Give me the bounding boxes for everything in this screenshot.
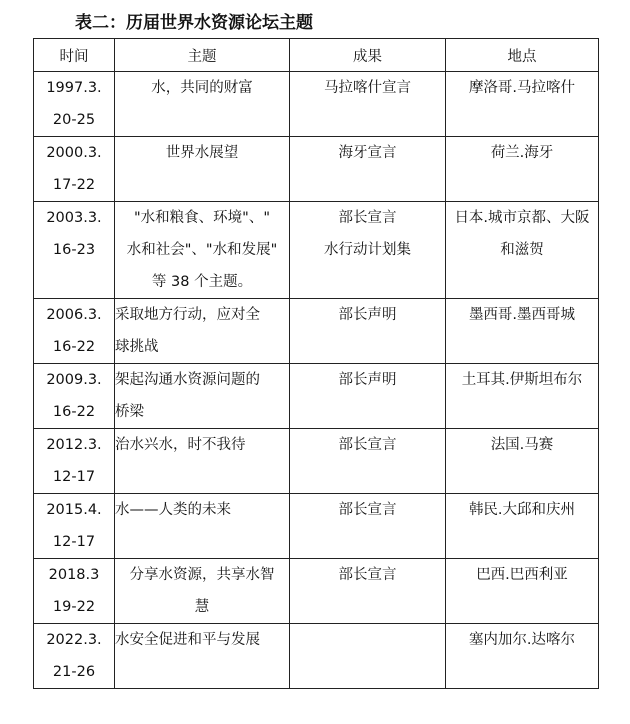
cell-result-line: 马拉喀什宣言 xyxy=(324,80,411,96)
cell-place-line: 塞内加尔.达喀尔 xyxy=(468,632,576,648)
cell-theme-line: 桥梁 xyxy=(115,404,144,420)
cell-place-line: 和滋贺 xyxy=(500,242,544,258)
cell-time-line: 12-17 xyxy=(52,534,96,550)
forum-themes-table xyxy=(33,38,599,689)
cell-result xyxy=(290,624,446,689)
cell-result-line: 部长宣言 xyxy=(338,567,397,583)
cell-result-line: 部长宣言 xyxy=(338,437,397,453)
cell-theme-line: 采取地方行动，应对全 xyxy=(115,307,260,323)
cell-place xyxy=(446,299,599,364)
table-row xyxy=(34,202,599,299)
cell-result-line: 海牙宣言 xyxy=(338,145,397,161)
cell-time-line: 17-22 xyxy=(52,177,96,193)
cell-place-line: 墨西哥.墨西哥城 xyxy=(468,307,576,323)
cell-time xyxy=(34,299,115,364)
cell-result-line: 部长声明 xyxy=(338,307,397,323)
cell-result-line: 部长宣言 xyxy=(338,210,397,226)
cell-time-line: 2006.3. xyxy=(46,307,102,323)
cell-theme-line: 等 38 个主题。 xyxy=(151,274,253,290)
cell-theme-line: 架起沟通水资源问题的 xyxy=(115,372,260,388)
cell-time-line: 16-22 xyxy=(52,404,96,420)
cell-time-line: 2000.3. xyxy=(46,145,102,161)
cell-place xyxy=(446,72,599,137)
cell-theme xyxy=(115,72,290,137)
cell-time xyxy=(34,624,115,689)
cell-time xyxy=(34,72,115,137)
cell-result xyxy=(290,429,446,494)
cell-place xyxy=(446,494,599,559)
header-time: 时间 xyxy=(34,39,115,72)
table-row xyxy=(34,364,599,429)
cell-place-line: 巴西.巴西利亚 xyxy=(476,567,568,583)
cell-theme-line: 治水兴水，时不我待 xyxy=(115,437,246,453)
cell-time-line: 20-25 xyxy=(52,112,96,128)
table-caption: 表二：历届世界水资源论坛主题 xyxy=(75,13,313,33)
table-row xyxy=(34,559,599,624)
cell-theme xyxy=(115,429,290,494)
cell-result xyxy=(290,559,446,624)
cell-theme-line: 慧 xyxy=(194,599,210,615)
cell-place-line: 日本.城市京都、大阪 xyxy=(454,210,590,226)
cell-time xyxy=(34,202,115,299)
cell-place xyxy=(446,137,599,202)
cell-theme-line: "水和粮食、环境"、" xyxy=(133,210,270,226)
header-place: 地点 xyxy=(446,39,599,72)
cell-result xyxy=(290,494,446,559)
cell-time-line: 2012.3. xyxy=(46,437,102,453)
cell-theme xyxy=(115,559,290,624)
table-body xyxy=(34,72,599,689)
cell-result-line: 部长宣言 xyxy=(338,502,397,518)
table-row xyxy=(34,299,599,364)
cell-result-line: 水行动计划集 xyxy=(324,242,411,258)
cell-theme xyxy=(115,624,290,689)
cell-theme-line: 世界水展望 xyxy=(165,145,239,161)
cell-time xyxy=(34,494,115,559)
cell-theme-line: 分享水资源，共享水智 xyxy=(129,567,275,583)
table-row xyxy=(34,494,599,559)
cell-time-line: 16-22 xyxy=(52,339,96,355)
cell-place xyxy=(446,559,599,624)
cell-time xyxy=(34,137,115,202)
cell-result xyxy=(290,364,446,429)
table-row xyxy=(34,72,599,137)
cell-theme-line: 球挑战 xyxy=(115,339,159,355)
cell-time xyxy=(34,559,115,624)
cell-time-line: 2018.3 xyxy=(48,567,100,583)
cell-time-line: 2015.4. xyxy=(46,502,102,518)
cell-time-line: 19-22 xyxy=(52,599,96,615)
cell-time-line: 1997.3. xyxy=(46,80,102,96)
cell-time xyxy=(34,429,115,494)
cell-theme xyxy=(115,494,290,559)
cell-time-line: 16-23 xyxy=(52,242,96,258)
cell-result xyxy=(290,137,446,202)
cell-time-line: 2009.3. xyxy=(46,372,102,388)
cell-time-line: 2022.3. xyxy=(46,632,102,648)
cell-theme xyxy=(115,299,290,364)
cell-place xyxy=(446,364,599,429)
cell-result xyxy=(290,202,446,299)
cell-place-line: 韩民.大邱和庆州 xyxy=(468,502,576,518)
table-row xyxy=(34,137,599,202)
cell-time xyxy=(34,364,115,429)
cell-time-line: 2003.3. xyxy=(46,210,102,226)
cell-place-line: 土耳其.伊斯坦布尔 xyxy=(461,372,583,388)
cell-result xyxy=(290,299,446,364)
cell-result xyxy=(290,72,446,137)
cell-theme xyxy=(115,202,290,299)
table-row xyxy=(34,429,599,494)
cell-place-line: 摩洛哥.马拉喀什 xyxy=(468,80,576,96)
cell-result-line: 部长声明 xyxy=(338,372,397,388)
table-row xyxy=(34,624,599,689)
table-header-row xyxy=(34,39,599,72)
cell-theme-line: 水和社会"、"水和发展" xyxy=(126,242,278,258)
cell-theme-line: 水安全促进和平与发展 xyxy=(115,632,260,648)
cell-theme xyxy=(115,137,290,202)
cell-theme-line: 水——人类的未来 xyxy=(115,502,231,518)
cell-place-line: 法国.马赛 xyxy=(490,437,554,453)
header-theme: 主题 xyxy=(115,39,290,72)
cell-place-line: 荷兰.海牙 xyxy=(490,145,554,161)
header-result: 成果 xyxy=(290,39,446,72)
cell-theme-line: 水，共同的财富 xyxy=(151,80,253,96)
cell-time-line: 12-17 xyxy=(52,469,96,485)
cell-place xyxy=(446,624,599,689)
cell-time-line: 21-26 xyxy=(52,664,96,680)
cell-place xyxy=(446,202,599,299)
cell-theme xyxy=(115,364,290,429)
cell-place xyxy=(446,429,599,494)
